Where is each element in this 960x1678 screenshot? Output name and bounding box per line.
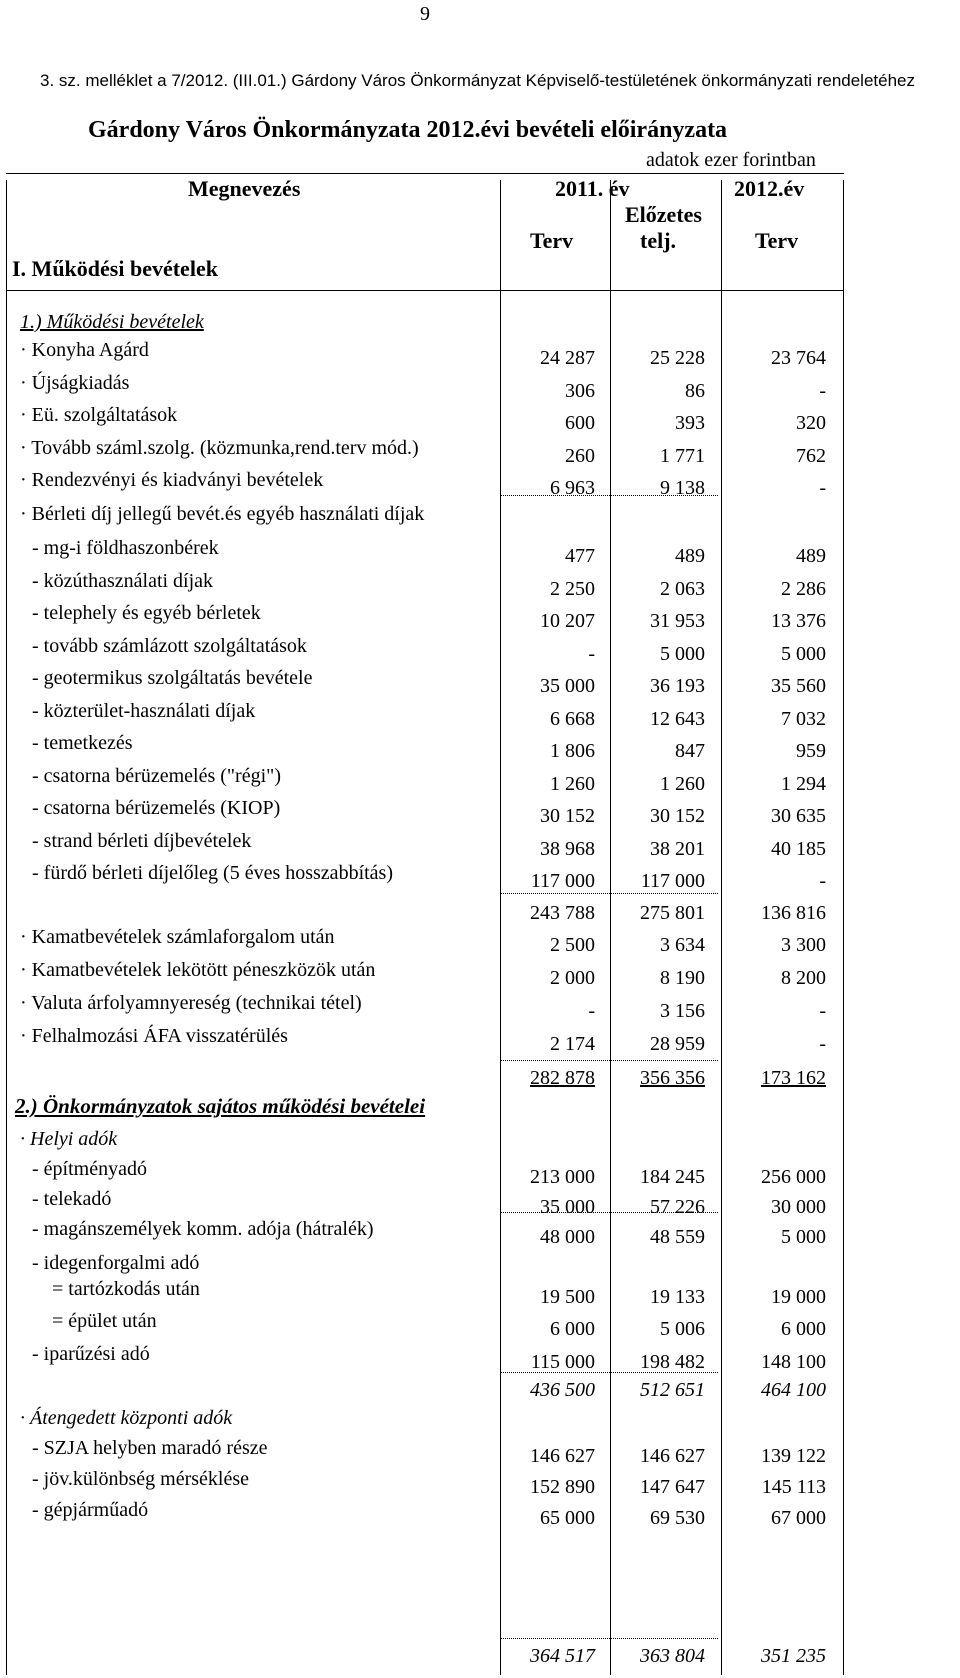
header-bottom-border — [6, 290, 844, 291]
row-value-v2: 48 559 — [650, 1226, 705, 1248]
row-value-v1: 6 000 — [550, 1317, 595, 1340]
row-label: - telekadó — [32, 1188, 112, 1210]
row-label: - csatorna bérüzemelés (KIOP) — [32, 797, 281, 819]
row-value-v1: 146 627 — [530, 1445, 595, 1467]
header-prelim-line1: Előzetes — [625, 202, 702, 227]
row-value-v1: 306 — [565, 379, 595, 402]
row-value-v1: 48 000 — [540, 1226, 595, 1248]
row-value-v3: 35 560 — [771, 675, 826, 697]
row-value-v1: 115 000 — [530, 1351, 595, 1373]
tourism-tax-title: - idegenforgalmi adó — [32, 1252, 200, 1274]
subtotal-section-1-v3: 173 162 — [761, 1067, 826, 1089]
subtotal-section-1-v2: 356 356 — [640, 1067, 705, 1089]
row-value-v2: 2 063 — [660, 577, 705, 600]
subtotal-rental-v2: 275 801 — [640, 902, 705, 924]
dotted-rule — [500, 495, 718, 496]
table-top-border — [6, 173, 844, 174]
row-value-v2: 25 228 — [650, 347, 705, 369]
section-1-title: 1.) Működési bevételek — [20, 311, 204, 333]
row-label: · Rendezvényi és kiadványi bevételek — [20, 469, 324, 491]
row-value-v3: 489 — [796, 545, 826, 567]
row-value-v1: 213 000 — [530, 1166, 595, 1188]
row-value-v3: 959 — [796, 740, 826, 762]
row-value-v2: 28 959 — [650, 1033, 705, 1055]
subtotal-local-taxes-v2: 512 651 — [640, 1379, 705, 1401]
row-label: - strand bérleti díjbevételek — [32, 829, 252, 852]
row-value-v3: 5 000 — [781, 1226, 826, 1248]
row-label: - geotermikus szolgáltatás bevétele — [32, 667, 313, 689]
row-value-v1: 2 250 — [550, 577, 595, 600]
header-prelim-line2: telj. — [640, 228, 677, 253]
row-value-v3: 762 — [796, 444, 826, 467]
row-value-v2: 31 953 — [650, 610, 705, 632]
row-label: · Valuta árfolyamnyereség (technikai tétel) — [20, 992, 362, 1014]
transferred-tax-title: · Átengedett központi adók — [20, 1407, 233, 1429]
row-label: - csatorna bérüzemelés ("régi") — [32, 764, 281, 787]
row-value-v2: 57 226 — [650, 1196, 705, 1218]
row-value-v1: 152 890 — [530, 1476, 595, 1498]
row-label: - tovább számlázott szolgáltatások — [32, 634, 307, 657]
row-value-v3: 1 294 — [781, 772, 826, 795]
row-value-v2: 36 193 — [650, 675, 705, 697]
row-label: - közterület-használati díjak — [32, 699, 256, 722]
row-value-v2: 198 482 — [640, 1351, 705, 1373]
row-label: · Tovább száml.szolg. (közmunka,rend.terv mód.) — [20, 436, 419, 459]
row-value-v1: 600 — [565, 412, 595, 434]
rental-title: · Bérleti díj jellegű bevét.és egyéb használati díjak — [20, 503, 425, 525]
row-value-v1: 477 — [565, 545, 595, 567]
row-value-v3: 6 000 — [781, 1317, 826, 1340]
unit-note: adatok ezer forintban — [646, 149, 816, 171]
row-value-v3: 13 376 — [771, 610, 826, 632]
row-value-v2: 9 138 — [660, 477, 705, 499]
subtotal-transferred-v2: 363 804 — [640, 1645, 705, 1667]
row-value-v2: 146 627 — [640, 1445, 705, 1467]
row-label: · Eü. szolgáltatások — [20, 404, 178, 426]
row-label: - építményadó — [32, 1158, 147, 1180]
row-label: - jöv.különbség mérséklése — [32, 1468, 249, 1490]
row-value-v3: - — [819, 379, 826, 402]
row-value-v2: 69 530 — [650, 1507, 705, 1529]
row-value-v1: 24 287 — [540, 347, 595, 369]
header-year-2012: 2012.év — [734, 176, 805, 201]
row-value-v3: 139 122 — [761, 1445, 826, 1467]
annex-line: 3. sz. melléklet a 7/2012. (III.01.) Gárdony Város Önkormányzat Képviselő-testületének önkormányzati rendeletéhez — [40, 71, 916, 90]
row-value-v3: 30 635 — [771, 805, 826, 827]
row-value-v1: - — [588, 1000, 595, 1022]
row-value-v1: 2 174 — [550, 1033, 595, 1055]
row-value-v3: 320 — [796, 412, 826, 434]
row-label: - SZJA helyben maradó része — [32, 1437, 268, 1459]
row-value-v3: 7 032 — [781, 707, 826, 730]
header-terv-2011: Terv — [530, 228, 574, 253]
row-value-v3: 30 000 — [771, 1196, 826, 1218]
row-value-v2: 5 006 — [660, 1317, 705, 1340]
row-value-v3: 23 764 — [771, 347, 826, 369]
row-value-v2: 86 — [685, 379, 705, 402]
section-I-title: I. Működési bevételek — [12, 256, 218, 281]
row-label: - temetkezés — [32, 732, 133, 754]
subtotal-transferred-v3: 351 235 — [761, 1645, 826, 1667]
row-value-v2: 489 — [675, 545, 705, 567]
row-value-v1: 30 152 — [540, 805, 595, 827]
row-label: · Kamatbevételek számlaforgalom után — [20, 926, 335, 948]
subtotal-transferred-v1: 364 517 — [530, 1645, 595, 1667]
row-label: · Felhalmozási ÁFA visszatérülés — [20, 1025, 288, 1047]
row-value-v3: - — [819, 870, 826, 892]
row-label: - magánszemélyek komm. adója (hátralék) — [32, 1218, 374, 1240]
row-value-v2: 19 133 — [650, 1286, 705, 1308]
row-value-v3: 3 300 — [781, 934, 826, 956]
row-value-v3: 256 000 — [761, 1166, 826, 1188]
dotted-rule — [500, 1060, 718, 1061]
row-value-v2: 1 771 — [660, 444, 705, 467]
row-value-v1: 2 500 — [550, 934, 595, 956]
dotted-rule — [500, 893, 718, 894]
row-value-v2: 1 260 — [660, 772, 705, 795]
document-title: Gárdony Város Önkormányzata 2012.évi bevételi előirányzata — [88, 117, 728, 143]
header-year-2011: 2011. év — [555, 176, 630, 201]
row-value-v3: 40 185 — [771, 837, 826, 860]
subtotal-rental-v1: 243 788 — [530, 902, 595, 924]
row-value-v2: 3 634 — [660, 934, 705, 956]
section-2-title: 2.) Önkormányzatok sajátos működési bevételei — [15, 1094, 426, 1118]
row-value-v1: 35 000 — [540, 675, 595, 697]
row-value-v2: 393 — [675, 412, 705, 434]
row-label: - gépjárműadó — [32, 1499, 149, 1521]
row-value-v3: 145 113 — [761, 1476, 826, 1498]
subtotal-local-taxes-v3: 464 100 — [761, 1379, 826, 1401]
table-right-border — [843, 180, 844, 1675]
row-value-v2: 117 000 — [640, 870, 705, 892]
subtotal-rental-v3: 136 816 — [761, 902, 826, 924]
row-value-v2: 3 156 — [660, 1000, 705, 1022]
row-value-v2: 38 201 — [650, 837, 705, 860]
row-value-v2: 8 190 — [660, 967, 705, 989]
row-value-v1: 6 963 — [550, 477, 595, 499]
row-label: · Kamatbevételek lekötött péneszközök után — [20, 959, 376, 981]
row-label: = épület után — [52, 1309, 157, 1332]
row-value-v2: 12 643 — [650, 707, 705, 730]
row-value-v3: 2 286 — [781, 577, 826, 600]
row-label: · Újságkiadás — [20, 371, 130, 394]
row-value-v2: 5 000 — [660, 642, 705, 665]
row-value-v3: - — [819, 1033, 826, 1055]
row-value-v3: 67 000 — [771, 1507, 826, 1529]
row-value-v3: - — [819, 477, 826, 499]
table-left-border — [6, 180, 7, 1675]
subtotal-section-1-v1: 282 878 — [530, 1067, 595, 1089]
row-value-v2: 847 — [675, 740, 705, 762]
row-value-v1: 2 000 — [550, 967, 595, 989]
row-value-v1: 117 000 — [530, 870, 595, 892]
subtotal-local-taxes-v1: 436 500 — [530, 1379, 595, 1401]
row-label: · Konyha Agárd — [20, 339, 149, 361]
row-value-v1: - — [588, 642, 595, 665]
row-value-v3: 148 100 — [761, 1351, 826, 1373]
row-label: - fürdő bérleti díjelőleg (5 éves hosszabbítás) — [32, 862, 393, 884]
row-value-v1: 6 668 — [550, 707, 595, 730]
row-label: = tartózkodás után — [52, 1278, 200, 1300]
row-value-v2: 184 245 — [640, 1166, 705, 1188]
local-tax-title: · Helyi adók — [20, 1128, 118, 1150]
row-value-v1: 1 260 — [550, 772, 595, 795]
row-label: - telephely és egyéb bérletek — [32, 602, 261, 624]
row-value-v3: - — [819, 1000, 826, 1022]
row-value-v1: 38 968 — [540, 837, 595, 860]
dotted-rule — [500, 1372, 718, 1373]
dotted-rule — [500, 1638, 718, 1639]
header-terv-2012: Terv — [755, 228, 799, 253]
row-value-v1: 65 000 — [540, 1507, 595, 1529]
header-name-column: Megnevezés — [188, 176, 301, 201]
page-number: 9 — [420, 3, 430, 25]
row-value-v3: 8 200 — [781, 967, 826, 989]
dotted-rule — [500, 1212, 718, 1213]
row-value-v1: 260 — [565, 444, 595, 467]
row-value-v3: 5 000 — [781, 642, 826, 665]
row-value-v2: 147 647 — [640, 1476, 705, 1498]
row-value-v1: 10 207 — [540, 610, 595, 632]
row-value-v2: 30 152 — [650, 805, 705, 827]
row-value-v3: 19 000 — [771, 1286, 826, 1308]
row-value-v1: 19 500 — [540, 1286, 595, 1308]
row-label: - mg-i földhaszonbérek — [32, 537, 219, 559]
row-label: - iparűzési adó — [32, 1343, 150, 1365]
row-value-v1: 35 000 — [540, 1196, 595, 1218]
row-label: - közúthasználati díjak — [32, 569, 214, 592]
row-value-v1: 1 806 — [550, 740, 595, 762]
